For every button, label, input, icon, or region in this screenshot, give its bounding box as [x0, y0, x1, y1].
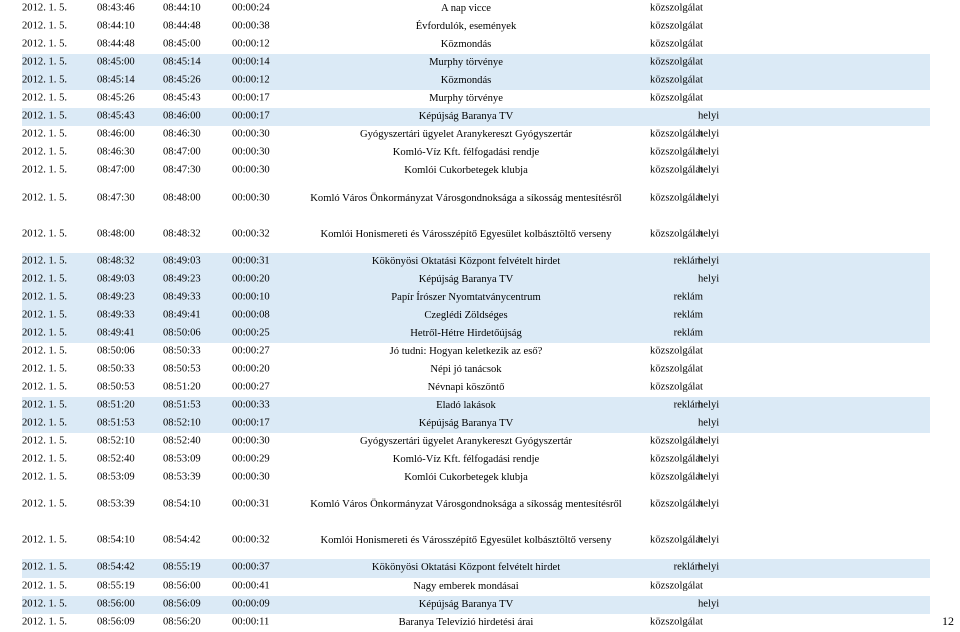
cell-title: Népi jó tanácsok	[430, 363, 502, 375]
table-row	[22, 54, 930, 72]
cell-duration: 00:00:20	[232, 273, 270, 285]
cell-duration: 00:00:27	[232, 381, 270, 393]
cell-title: Képújság Baranya TV	[418, 418, 514, 430]
cell-category: közszolgálat	[650, 499, 703, 511]
cell-date: 2012. 1. 5.	[22, 562, 68, 574]
cell-category: közszolgálat	[650, 363, 703, 375]
cell-end-time: 08:50:53	[163, 363, 201, 375]
cell-category: közszolgálat	[650, 345, 703, 357]
cell-start-time: 08:51:20	[97, 399, 135, 411]
table-row	[22, 90, 930, 108]
cell-date: 2012. 1. 5.	[22, 417, 68, 429]
cell-end-time: 08:56:00	[163, 580, 201, 592]
cell-end-time: 08:55:19	[163, 562, 201, 574]
cell-duration: 00:00:17	[232, 111, 270, 122]
cell-end-time: 08:45:43	[163, 92, 201, 104]
cell-start-time: 08:46:00	[97, 129, 135, 141]
cell-end-time: 08:50:06	[163, 327, 201, 339]
cell-duration: 00:00:24	[232, 2, 270, 14]
cell-title: Komlói Honismereti és Városszépítő Egyesület kolbásztöltő verseny	[320, 228, 612, 240]
cell-category: közszolgálat	[650, 147, 703, 159]
cell-start-time: 08:52:40	[97, 453, 135, 465]
cell-end-time: 08:46:30	[163, 129, 201, 141]
cell-local: helyi	[698, 165, 720, 177]
cell-title: Képújság Baranya TV	[418, 111, 514, 123]
cell-end-time: 08:56:20	[163, 616, 201, 628]
cell-date: 2012. 1. 5.	[22, 92, 68, 104]
cell-end-time: 08:45:26	[163, 74, 201, 86]
cell-duration: 00:00:29	[232, 453, 270, 465]
cell-end-time: 08:51:20	[163, 381, 201, 393]
cell-title: Komló Város Önkormányzat Városgondnoksága a síkosság mentesítésről	[310, 192, 622, 204]
cell-end-time: 08:53:39	[163, 471, 201, 483]
cell-title: A nap vicce	[440, 2, 491, 14]
cell-title: Gyógyszertári ügyelet Aranykereszt Gyógyszertár	[359, 129, 573, 141]
cell-start-time: 08:54:42	[97, 562, 135, 574]
cell-category: közszolgálat	[650, 616, 703, 628]
cell-category: közszolgálat	[650, 228, 703, 240]
cell-start-time: 08:45:00	[97, 56, 135, 68]
cell-end-time: 08:45:00	[163, 38, 201, 50]
cell-title: Kökönyösi Oktatási Központ felvételt hirdet	[371, 562, 561, 574]
cell-date: 2012. 1. 5.	[22, 20, 68, 32]
cell-end-time: 08:44:48	[163, 20, 201, 32]
cell-duration: 00:00:08	[232, 309, 270, 321]
cell-duration: 00:00:37	[232, 562, 270, 574]
cell-start-time: 08:50:33	[97, 363, 135, 375]
cell-title: Kökönyösi Oktatási Központ felvételt hirdet	[371, 255, 561, 267]
cell-title: Közmondás	[440, 75, 492, 87]
cell-title: Komlói Cukorbetegek klubja	[404, 165, 528, 177]
cell-end-time: 08:50:33	[163, 345, 201, 357]
cell-date: 2012. 1. 5.	[22, 580, 68, 592]
cell-duration: 00:00:09	[232, 598, 270, 610]
cell-date: 2012. 1. 5.	[22, 129, 68, 141]
cell-duration: 00:00:30	[232, 471, 270, 483]
cell-local: helyi	[698, 111, 720, 122]
cell-end-time: 08:49:23	[163, 273, 201, 285]
cell-local: helyi	[698, 453, 720, 465]
cell-end-time: 08:51:53	[163, 399, 201, 411]
cell-duration: 00:00:12	[232, 38, 270, 50]
cell-title: Közmondás	[440, 39, 492, 51]
cell-category: közszolgálat	[650, 580, 703, 592]
cell-title: Névnapi köszöntő	[427, 381, 505, 393]
cell-category: reklám	[673, 255, 703, 267]
cell-start-time: 08:50:53	[97, 381, 135, 393]
cell-start-time: 08:56:00	[97, 598, 135, 610]
cell-duration: 00:00:32	[232, 535, 270, 547]
table-row	[22, 487, 930, 523]
cell-local: helyi	[698, 417, 720, 429]
table-row	[22, 126, 930, 144]
cell-category: közszolgálat	[650, 435, 703, 447]
cell-date: 2012. 1. 5.	[22, 147, 68, 159]
cell-date: 2012. 1. 5.	[22, 309, 68, 321]
cell-duration: 00:00:33	[232, 399, 270, 411]
cell-start-time: 08:53:39	[97, 499, 135, 511]
table-row	[22, 614, 930, 632]
cell-date: 2012. 1. 5.	[22, 327, 68, 339]
table-row	[22, 271, 930, 289]
cell-local: helyi	[698, 435, 720, 447]
cell-date: 2012. 1. 5.	[22, 165, 68, 177]
cell-local: helyi	[698, 598, 720, 610]
cell-end-time: 08:47:30	[163, 165, 201, 177]
cell-duration: 00:00:25	[232, 327, 270, 339]
cell-local: helyi	[698, 129, 720, 141]
cell-end-time: 08:56:09	[163, 598, 201, 610]
cell-start-time: 08:46:30	[97, 147, 135, 159]
cell-local: helyi	[698, 255, 720, 267]
cell-date: 2012. 1. 5.	[22, 598, 68, 610]
cell-category: reklám	[673, 309, 703, 321]
cell-duration: 00:00:27	[232, 345, 270, 357]
cell-date: 2012. 1. 5.	[22, 616, 68, 628]
table-row	[22, 0, 930, 18]
cell-start-time: 08:54:10	[97, 535, 135, 547]
cell-start-time: 08:53:09	[97, 471, 135, 483]
cell-title: Képújság Baranya TV	[418, 598, 514, 610]
cell-start-time: 08:49:03	[97, 273, 135, 285]
cell-category: közszolgálat	[650, 2, 703, 14]
cell-title: Évfordulók, események	[415, 20, 517, 32]
cell-title: Komló-Víz Kft. félfogadási rendje	[392, 454, 540, 466]
cell-category: közszolgálat	[650, 129, 703, 141]
cell-duration: 00:00:31	[232, 499, 270, 511]
cell-date: 2012. 1. 5.	[22, 111, 68, 122]
cell-end-time: 08:53:09	[163, 453, 201, 465]
cell-category: reklám	[673, 327, 703, 339]
cell-title: Komlói Cukorbetegek klubja	[404, 472, 528, 484]
table-row	[22, 469, 930, 487]
cell-end-time: 08:49:41	[163, 309, 201, 321]
cell-local: helyi	[698, 147, 720, 159]
cell-start-time: 08:47:00	[97, 165, 135, 177]
cell-category: közszolgálat	[650, 453, 703, 465]
table-row	[22, 578, 930, 596]
cell-start-time: 08:49:23	[97, 291, 135, 303]
cell-title: Murphy törvénye	[429, 93, 503, 105]
cell-start-time: 08:48:00	[97, 228, 135, 240]
cell-title: Eladó lakások	[436, 399, 496, 411]
cell-local: helyi	[698, 471, 720, 483]
cell-title: Komlói Honismereti és Városszépítő Egyesület kolbásztöltő verseny	[320, 535, 612, 547]
cell-category: reklám	[673, 562, 703, 574]
cell-date: 2012. 1. 5.	[22, 255, 68, 267]
cell-duration: 00:00:30	[232, 192, 270, 204]
table-row	[22, 559, 930, 577]
cell-duration: 00:00:30	[232, 435, 270, 447]
table-row	[22, 325, 930, 343]
cell-category: közszolgálat	[650, 92, 703, 104]
table-row	[22, 217, 930, 253]
cell-start-time: 08:55:19	[97, 580, 135, 592]
cell-start-time: 08:50:06	[97, 345, 135, 357]
table-row	[22, 144, 930, 162]
cell-end-time: 08:47:00	[163, 147, 201, 159]
cell-local: helyi	[698, 192, 720, 204]
cell-local: helyi	[698, 535, 720, 547]
cell-category: reklám	[673, 399, 703, 411]
cell-end-time: 08:46:00	[163, 111, 201, 122]
cell-end-time: 08:49:33	[163, 291, 201, 303]
cell-category: reklám	[673, 291, 703, 303]
cell-local: helyi	[698, 562, 720, 574]
cell-title: Czeglédi Zöldséges	[424, 309, 508, 321]
cell-duration: 00:00:17	[232, 417, 270, 429]
table-row	[22, 162, 930, 180]
cell-start-time: 08:48:32	[97, 255, 135, 267]
cell-date: 2012. 1. 5.	[22, 38, 68, 50]
cell-date: 2012. 1. 5.	[22, 363, 68, 375]
cell-start-time: 08:44:10	[97, 20, 135, 32]
cell-end-time: 08:54:10	[163, 499, 201, 511]
cell-date: 2012. 1. 5.	[22, 453, 68, 465]
cell-duration: 00:00:38	[232, 20, 270, 32]
cell-duration: 00:00:11	[232, 616, 270, 628]
cell-end-time: 08:49:03	[163, 255, 201, 267]
table-row	[22, 18, 930, 36]
cell-category: közszolgálat	[650, 38, 703, 50]
cell-duration: 00:00:10	[232, 291, 270, 303]
table-row	[22, 523, 930, 559]
table-row	[22, 72, 930, 90]
cell-category: közszolgálat	[650, 192, 703, 204]
cell-category: közszolgálat	[650, 56, 703, 68]
table-row	[22, 253, 930, 271]
cell-date: 2012. 1. 5.	[22, 56, 68, 68]
cell-title: Gyógyszertári ügyelet Aranykereszt Gyógyszertár	[359, 436, 573, 448]
cell-title: Baranya Televízió hirdetési árai	[398, 616, 534, 628]
cell-date: 2012. 1. 5.	[22, 228, 68, 240]
table-row	[22, 397, 930, 415]
cell-category: közszolgálat	[650, 535, 703, 547]
cell-title: Nagy emberek mondásai	[413, 580, 519, 592]
cell-duration: 00:00:17	[232, 92, 270, 104]
cell-date: 2012. 1. 5.	[22, 535, 68, 547]
cell-end-time: 08:52:40	[163, 435, 201, 447]
cell-local: helyi	[698, 399, 720, 411]
table-row	[22, 596, 930, 614]
cell-end-time: 08:48:32	[163, 228, 201, 240]
table-row	[22, 180, 930, 216]
cell-title: Képújság Baranya TV	[418, 273, 514, 285]
cell-title: Papír Írószer Nyomtatványcentrum	[391, 291, 541, 303]
table-row	[22, 108, 930, 126]
cell-start-time: 08:43:46	[97, 2, 135, 14]
cell-local: helyi	[698, 228, 720, 240]
cell-title: Hetről-Hétre Hirdetőújság	[410, 327, 522, 339]
cell-date: 2012. 1. 5.	[22, 381, 68, 393]
cell-start-time: 08:45:14	[97, 74, 135, 86]
cell-date: 2012. 1. 5.	[22, 74, 68, 86]
cell-start-time: 08:52:10	[97, 435, 135, 447]
cell-category: közszolgálat	[650, 165, 703, 177]
cell-duration: 00:00:20	[232, 363, 270, 375]
cell-duration: 00:00:30	[232, 147, 270, 159]
cell-start-time: 08:56:09	[97, 616, 135, 628]
cell-start-time: 08:45:43	[97, 111, 135, 122]
cell-date: 2012. 1. 5.	[22, 273, 68, 285]
cell-date: 2012. 1. 5.	[22, 2, 68, 14]
table-row	[22, 289, 930, 307]
table-row	[22, 415, 930, 433]
cell-duration: 00:00:30	[232, 129, 270, 141]
table-row	[22, 343, 930, 361]
cell-duration: 00:00:14	[232, 56, 270, 68]
cell-end-time: 08:54:42	[163, 535, 201, 547]
table-row	[22, 433, 930, 451]
cell-start-time: 08:44:48	[97, 38, 135, 50]
cell-end-time: 08:45:14	[163, 56, 201, 68]
cell-duration: 00:00:12	[232, 74, 270, 86]
schedule-table	[22, 0, 930, 632]
cell-date: 2012. 1. 5.	[22, 399, 68, 411]
cell-title: Jó tudni: Hogyan keletkezik az eső?	[389, 345, 543, 357]
cell-duration: 00:00:41	[232, 580, 270, 592]
cell-end-time: 08:44:10	[163, 2, 201, 14]
cell-start-time: 08:49:33	[97, 309, 135, 321]
cell-start-time: 08:47:30	[97, 192, 135, 204]
cell-duration: 00:00:31	[232, 255, 270, 267]
cell-title: Komló Város Önkormányzat Városgondnoksága a síkosság mentesítésről	[310, 499, 622, 511]
cell-duration: 00:00:30	[232, 165, 270, 177]
cell-end-time: 08:52:10	[163, 417, 201, 429]
table-row	[22, 307, 930, 325]
cell-start-time: 08:51:53	[97, 417, 135, 429]
cell-category: közszolgálat	[650, 74, 703, 86]
cell-duration: 00:00:32	[232, 228, 270, 240]
table-row	[22, 36, 930, 54]
cell-date: 2012. 1. 5.	[22, 499, 68, 511]
cell-start-time: 08:45:26	[97, 92, 135, 104]
table-row	[22, 379, 930, 397]
table-row	[22, 361, 930, 379]
cell-end-time: 08:48:00	[163, 192, 201, 204]
cell-local: helyi	[698, 499, 720, 511]
cell-start-time: 08:49:41	[97, 327, 135, 339]
cell-title: Komló-Víz Kft. félfogadási rendje	[392, 147, 540, 159]
cell-category: közszolgálat	[650, 471, 703, 483]
cell-category: közszolgálat	[650, 381, 703, 393]
cell-local: helyi	[698, 273, 720, 285]
cell-category: közszolgálat	[650, 20, 703, 32]
cell-date: 2012. 1. 5.	[22, 192, 68, 204]
cell-date: 2012. 1. 5.	[22, 345, 68, 357]
cell-date: 2012. 1. 5.	[22, 291, 68, 303]
cell-date: 2012. 1. 5.	[22, 435, 68, 447]
cell-date: 2012. 1. 5.	[22, 471, 68, 483]
page-number: 12	[942, 614, 954, 628]
table-row	[22, 451, 930, 469]
cell-title: Murphy törvénye	[429, 57, 503, 69]
